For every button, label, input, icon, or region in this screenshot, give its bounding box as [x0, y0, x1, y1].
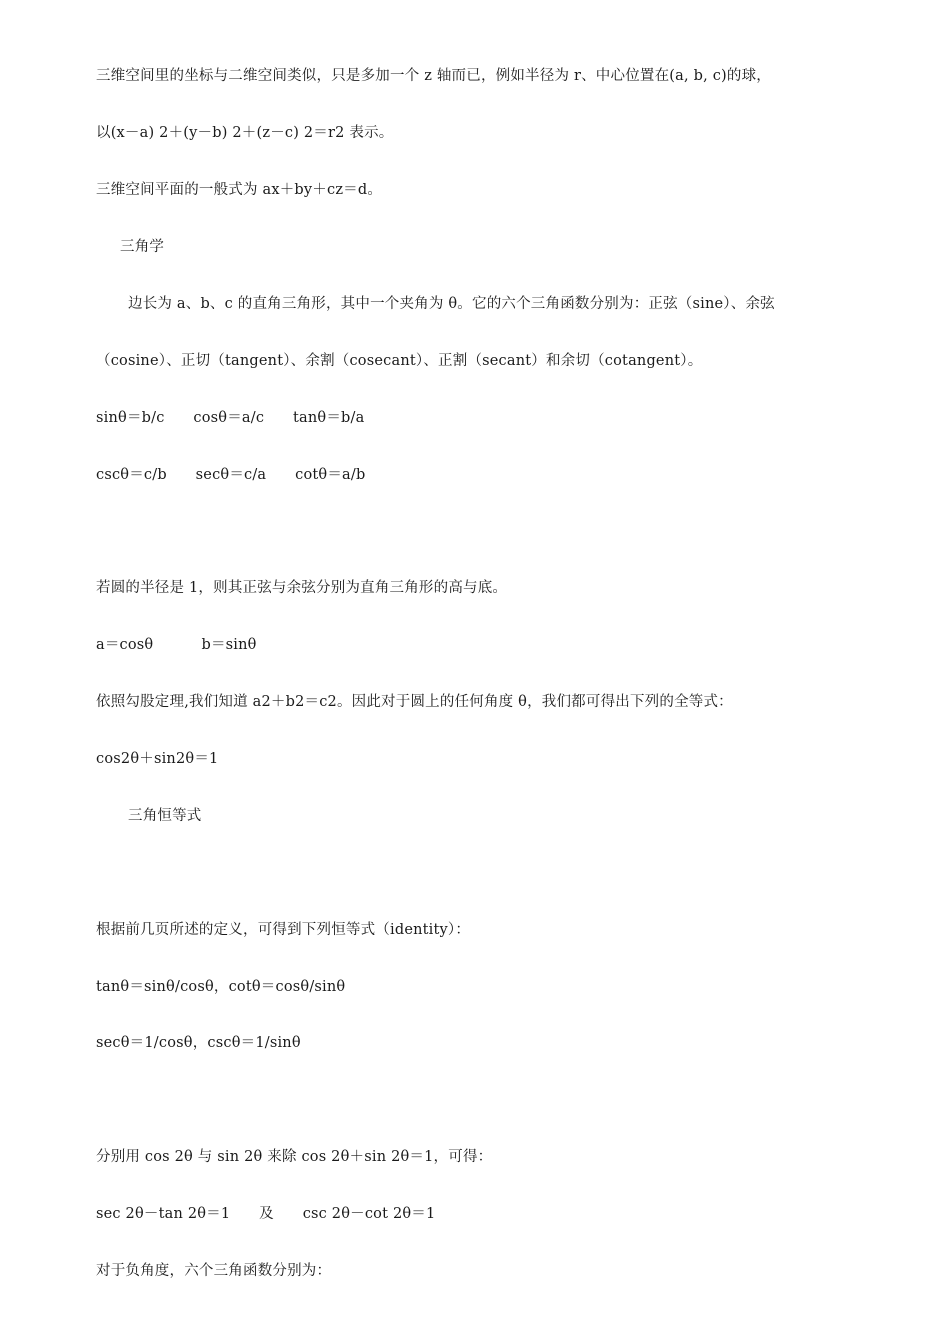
- paragraph-pythagorean: 依照勾股定理,我们知道 a2＋b2＝c2。因此对于圆上的任何角度 θ，我们都可得出下列的全等式：: [96, 694, 733, 710]
- formula-a-b: a＝cosθ b＝sinθ: [96, 637, 257, 653]
- paragraph-unit-circle: 若圆的半径是 1，则其正弦与余弦分别为直角三角形的高与底。: [96, 580, 508, 596]
- formula-tan-cot-identity: tanθ＝sinθ/cosθ，cotθ＝cosθ/sinθ: [96, 979, 346, 995]
- formula-csc-sec-cot: cscθ＝c/b secθ＝c/a cotθ＝a/b: [96, 467, 366, 483]
- formula-sin-cos-tan: sinθ＝b/c cosθ＝a/c tanθ＝b/a: [96, 410, 365, 426]
- paragraph-negative-angles: 对于负角度，六个三角函数分别为：: [96, 1263, 332, 1279]
- formula-sec-csc-identity: secθ＝1/cosθ，cscθ＝1/sinθ: [96, 1035, 301, 1051]
- section-heading-identities: 三角恒等式: [128, 808, 202, 824]
- formula-sec-tan-csc-cot: sec 2θ－tan 2θ＝1 及 csc 2θ－cot 2θ＝1: [96, 1206, 436, 1222]
- paragraph-plane-equation: 三维空间平面的一般式为 ax＋by＋cz＝d。: [96, 182, 383, 198]
- paragraph-function-names: （cosine）、正切（tangent）、余割（cosecant）、正割（secant）和余切（cotangent）。: [96, 353, 703, 369]
- paragraph-sphere-equation: 以(x－a) 2＋(y－b) 2＋(z－c) 2＝r2 表示。: [96, 125, 394, 141]
- paragraph-3d-sphere: 三维空间里的坐标与二维空间类似，只是多加一个 z 轴而已，例如半径为 r、中心位置在(a, b, c)的球，: [96, 68, 771, 84]
- paragraph-divide: 分别用 cos 2θ 与 sin 2θ 来除 cos 2θ＋sin 2θ＝1，可得：: [96, 1149, 493, 1165]
- section-heading-trigonometry: 三角学: [120, 239, 165, 255]
- formula-pythagorean-identity: cos2θ＋sin2θ＝1: [96, 751, 219, 767]
- paragraph-identity-intro: 根据前几页所述的定义，可得到下列恒等式（identity）：: [96, 922, 471, 938]
- paragraph-right-triangle: 边长为 a、b、c 的直角三角形，其中一个夹角为 θ。它的六个三角函数分别为：正弦（sine）、余弦: [128, 296, 775, 312]
